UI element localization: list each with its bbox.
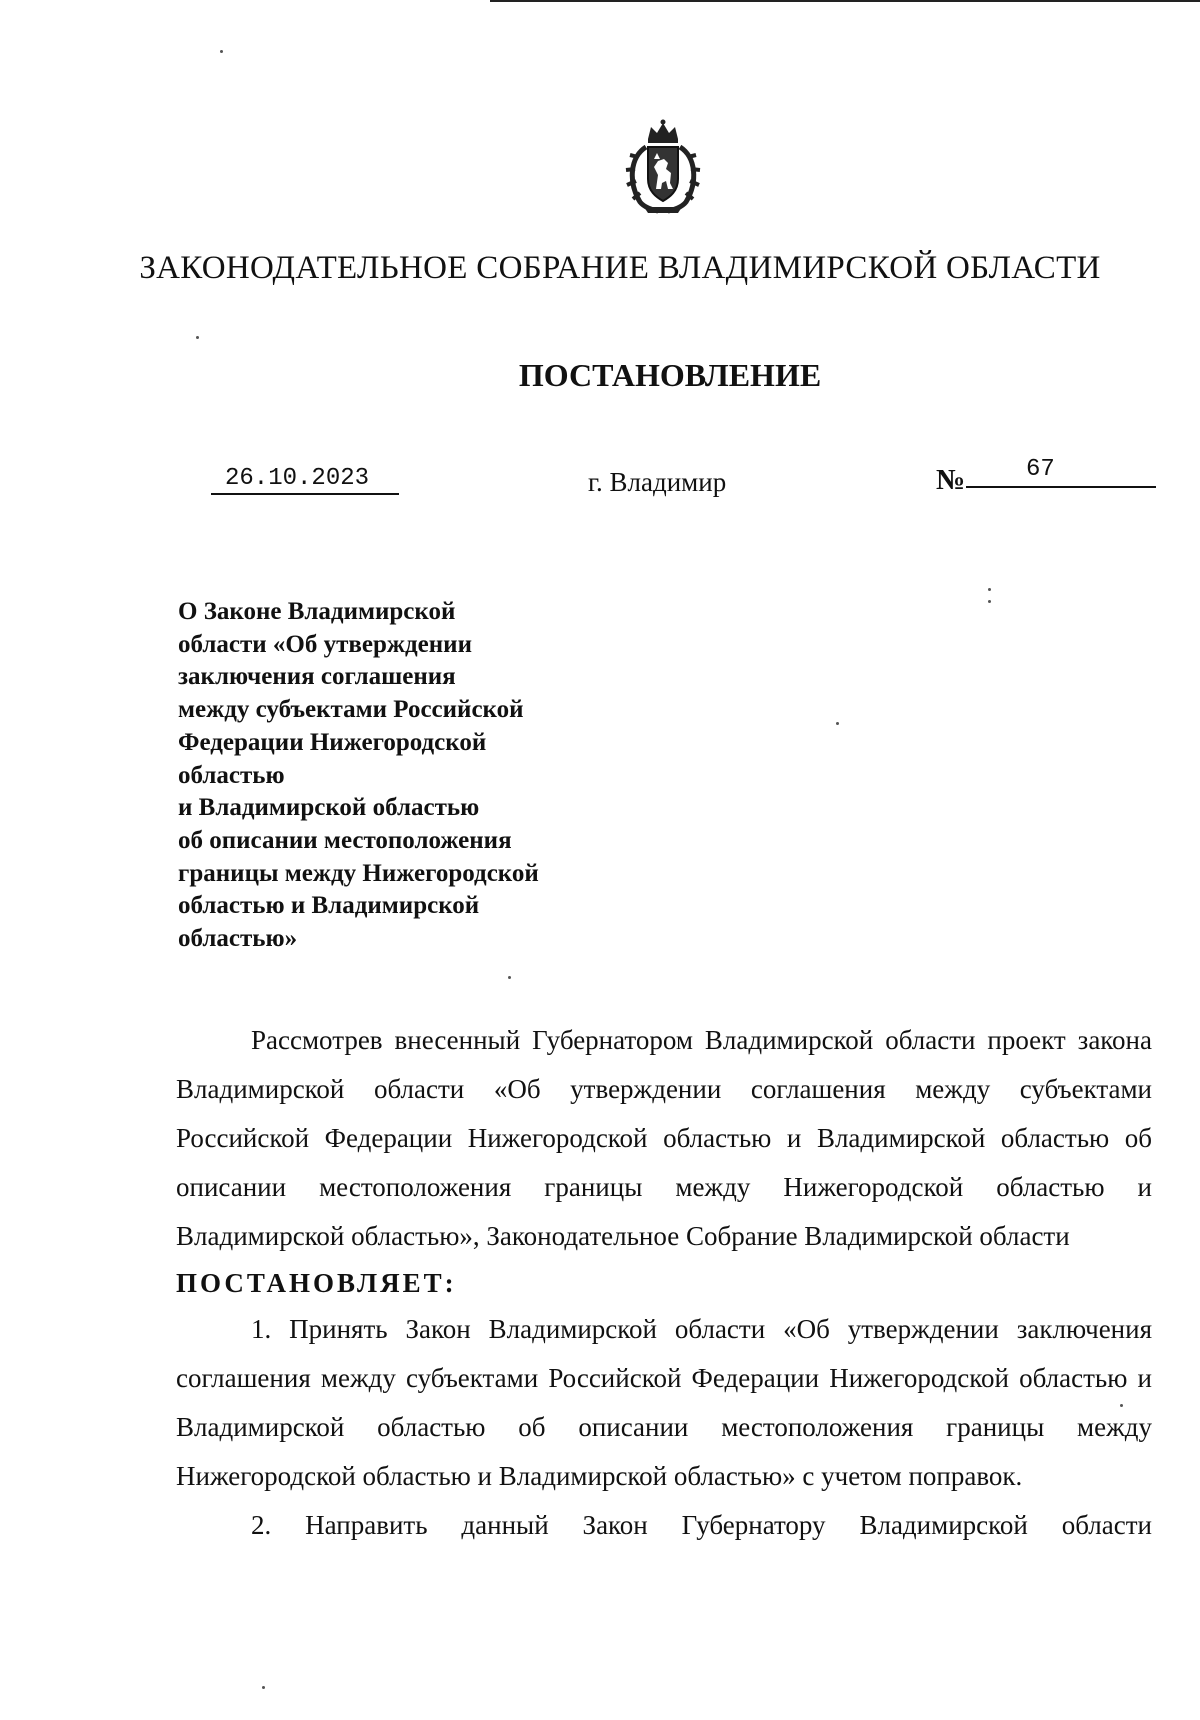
subject-line: областью и Владимирской [178,892,480,920]
subject-line: областью [178,761,285,789]
resolves-heading: ПОСТАНОВЛЯЕТ: [176,1268,457,1298]
scan-speck [262,1686,265,1689]
number-sign: № [936,464,966,496]
city-label: г. Владимир [588,467,727,497]
preamble-paragraph: Рассмотрев внесенный Губернатором Владимирской области проект закона Владимирской области «Об утверждении соглашения между субъектами Российской Федерации Нижегородской областью и Владимирской областью об описании местоположения границы между Нижегородской областью и Владимирской областью», Законодательное Собрание Владимирской области [176,1025,1152,1251]
resolution-item: 1. Принять Закон Владимирской области «Об утверждении заключения соглашения между субъектами Российской Федерации Нижегородской областью и Владимирской областью об описании местоположения границы между Нижегородской областью и Владимирской областью» с учетом поправок. [176,1314,1152,1491]
subject-line: и Владимирской областью [178,794,480,822]
subject-line: области «Об утверждении [178,630,472,658]
vladimir-coat-of-arms-icon [618,117,708,217]
document-date: 26.10.2023 [225,465,370,492]
document-body [176,1016,1152,1550]
subject-line: между субъектами Российской [178,696,524,724]
subject-line: областью» [178,925,298,953]
resolution-item: 2. Направить данный Закон Губернатору Владимирской области [251,1510,1152,1540]
scan-speck [988,600,991,603]
scan-speck [1120,1404,1123,1407]
date-field [211,459,399,495]
scan-speck [988,588,991,591]
subject-line: об описании местоположения [178,826,512,854]
organization-title: ЗАКОНОДАТЕЛЬНОЕ СОБРАНИЕ ВЛАДИМИРСКОЙ ОБЛАСТИ [139,250,1101,286]
document-type-heading: ПОСТАНОВЛЕНИЕ [518,357,822,393]
document-number: 67 [1026,456,1055,483]
subject-line: заключения соглашения [178,663,456,691]
scan-speck [836,722,839,725]
subject-line: О Законе Владимирской [178,598,456,625]
top-border-line [490,0,1200,2]
document-subject [178,596,638,956]
number-field [966,456,1156,488]
subject-line: Федерации Нижегородской [178,728,487,756]
subject-line: границы между Нижегородской [178,859,539,887]
scan-speck [196,336,199,339]
scan-speck [508,976,511,979]
scan-speck [220,50,223,53]
